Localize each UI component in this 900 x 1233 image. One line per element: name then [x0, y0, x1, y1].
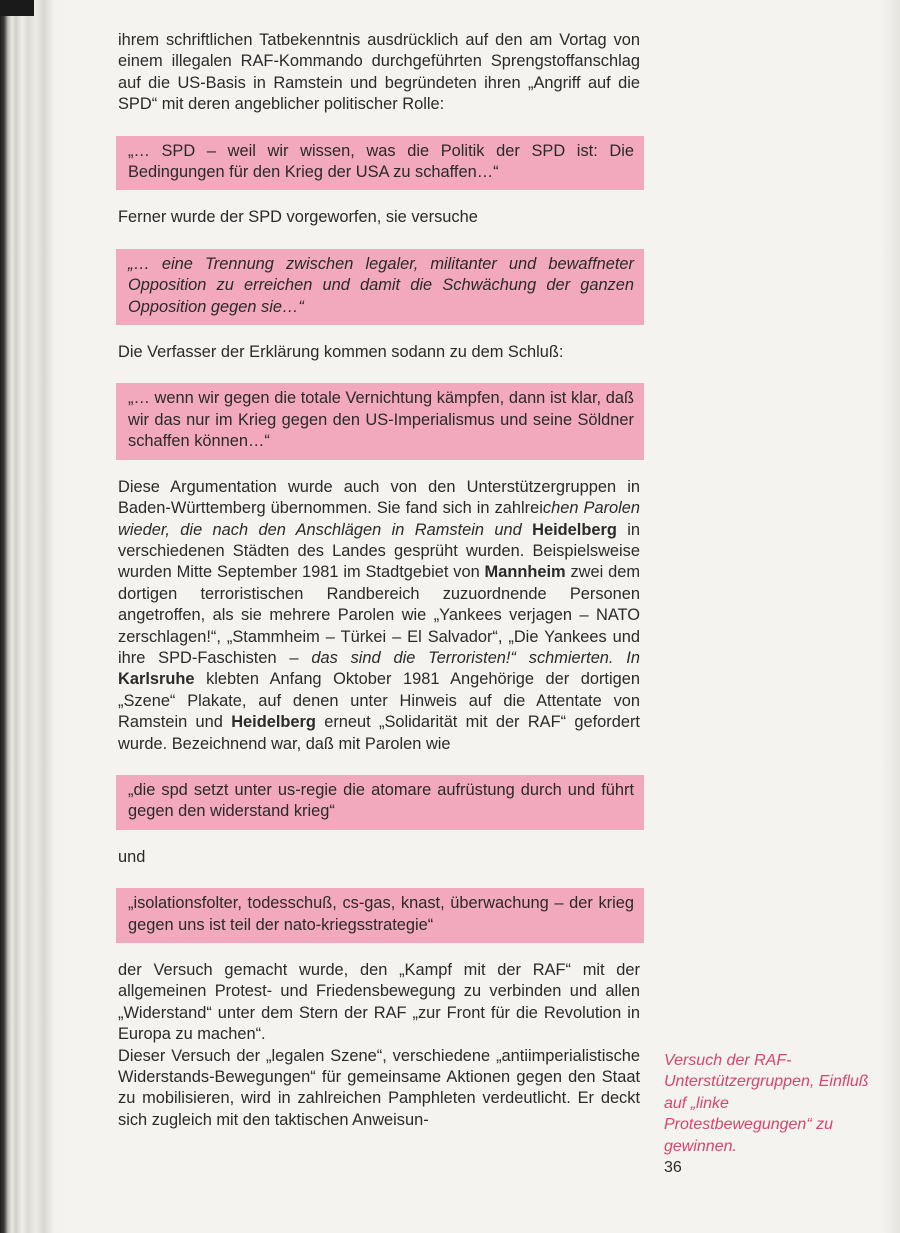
quote-block-4: „die spd setzt unter us-regie die atomare aufrüstung durch und führt gegen den widerstand krieg“: [116, 775, 644, 830]
p4-text-3: zwei dem dortigen terroristischen Randbereich zuzuordnende Personen angetroffen, als sie mehrere Parolen wie „Yankees verjagen – NATO zerschlagen!“, „Stammheim – Türkei – El Salvador“, „Die Yankees und ihre SPD-Faschisten –: [118, 563, 640, 667]
p4-text-1: Diese Argumentation wurde auch von den Unterstützergruppen in Baden-Württemberg übernommen. Sie fand sich in zahlrei: [118, 477, 640, 518]
page-number: 36: [664, 1159, 682, 1177]
paragraph-6: der Versuch gemacht wurde, den „Kampf mit der RAF“ mit der allgemeinen Protest- und Friedensbewegung zu verbinden und allen „Widerstand“ unter dem Stern der RAF „zur Front für die Revolution in Europa zu machen“.: [118, 961, 640, 1044]
p4-italic-1: chen Parolen wieder, die nach den Anschlägen in Ramstein und: [118, 499, 641, 539]
paragraph-1: ihrem schriftlichen Tatbekenntnis ausdrücklich auf den am Vortag von einem illegalen RAF-Kommando durchgeführten Sprengstoffanschlag auf die US-Basis in Ramstein und begründeten ihren „Angriff auf die SPD“ mit deren angeblicher politischer Rolle:: [118, 31, 640, 114]
margin-column: [664, 1050, 874, 1178]
quote-block-3: „… wenn wir gegen die totale Vernichtung kämpfen, dann ist klar, daß wir das nur im Krieg gegen den US-Imperialismus und seine Söldner schaffen können…“: [116, 383, 644, 459]
place-karlsruhe: Karlsruhe: [118, 670, 195, 689]
page-edge: [882, 0, 900, 1233]
margin-note: Versuch der RAF-Unterstützergruppen, Einfluß auf „linke Protestbewegungen“ zu gewinnen.: [664, 1052, 869, 1155]
p4-italic-2: das sind die Terroristen!“ schmierten. In: [311, 648, 640, 667]
p4-text-2: in verschiedenen Städten des Landes gesprüht wurden. Beispielsweise wurden Mitte September 1981 im Stadtgebiet von: [118, 520, 640, 582]
spine-shadow-mark: [0, 0, 34, 16]
quote-block-2-text: „… eine Trennung zwischen legaler, militanter und bewaffneter Opposition zu erreichen und damit die Schwächung der ganzen Opposition gegen sie…“: [128, 254, 634, 316]
quote-block-2: [116, 249, 644, 325]
p4-text-4: klebten Anfang Oktober 1981 Angehörige der dortigen „Szene“ Plakate, auf denen unter Hinweis auf die Attentate von Ramstein und: [118, 670, 640, 732]
p4-text-5: erneut „Solidarität mit der RAF“ gefordert wurde. Bezeichnend war, daß mit Parolen wie: [118, 713, 640, 753]
paragraph-3: Die Verfasser der Erklärung kommen sodann zu dem Schluß:: [118, 343, 564, 362]
quote-block-5: „isolationsfolter, todesschuß, cs-gas, knast, überwachung – der krieg gegen uns ist teil der nato-kriegsstrategie“: [116, 888, 644, 943]
main-text-column: [118, 30, 640, 1131]
place-mannheim: Mannheim: [484, 563, 566, 582]
place-heidelberg-1: Heidelberg: [532, 520, 617, 539]
paragraph-2: Ferner wurde der SPD vorgeworfen, sie versuche: [118, 208, 478, 227]
quote-block-1: „… SPD – weil wir wissen, was die Politik der SPD ist: Die Bedingungen für den Krieg der USA zu schaffen…“: [116, 136, 644, 191]
paragraph-7: Dieser Versuch der „legalen Szene“, verschiedene „antiimperialistische Widerstands-Bewegungen“ für gemeinsame Aktionen gegen den Staat zu mobilisieren, wird in zahlreichen Pamphleten verdeutlicht. Er deckt sich zugleich mit den taktischen Anweisun-: [118, 1046, 640, 1129]
place-heidelberg-2: Heidelberg: [231, 713, 316, 732]
paragraph-4: [118, 477, 640, 755]
paragraph-5: und: [118, 847, 146, 866]
book-spine: [0, 0, 68, 1233]
